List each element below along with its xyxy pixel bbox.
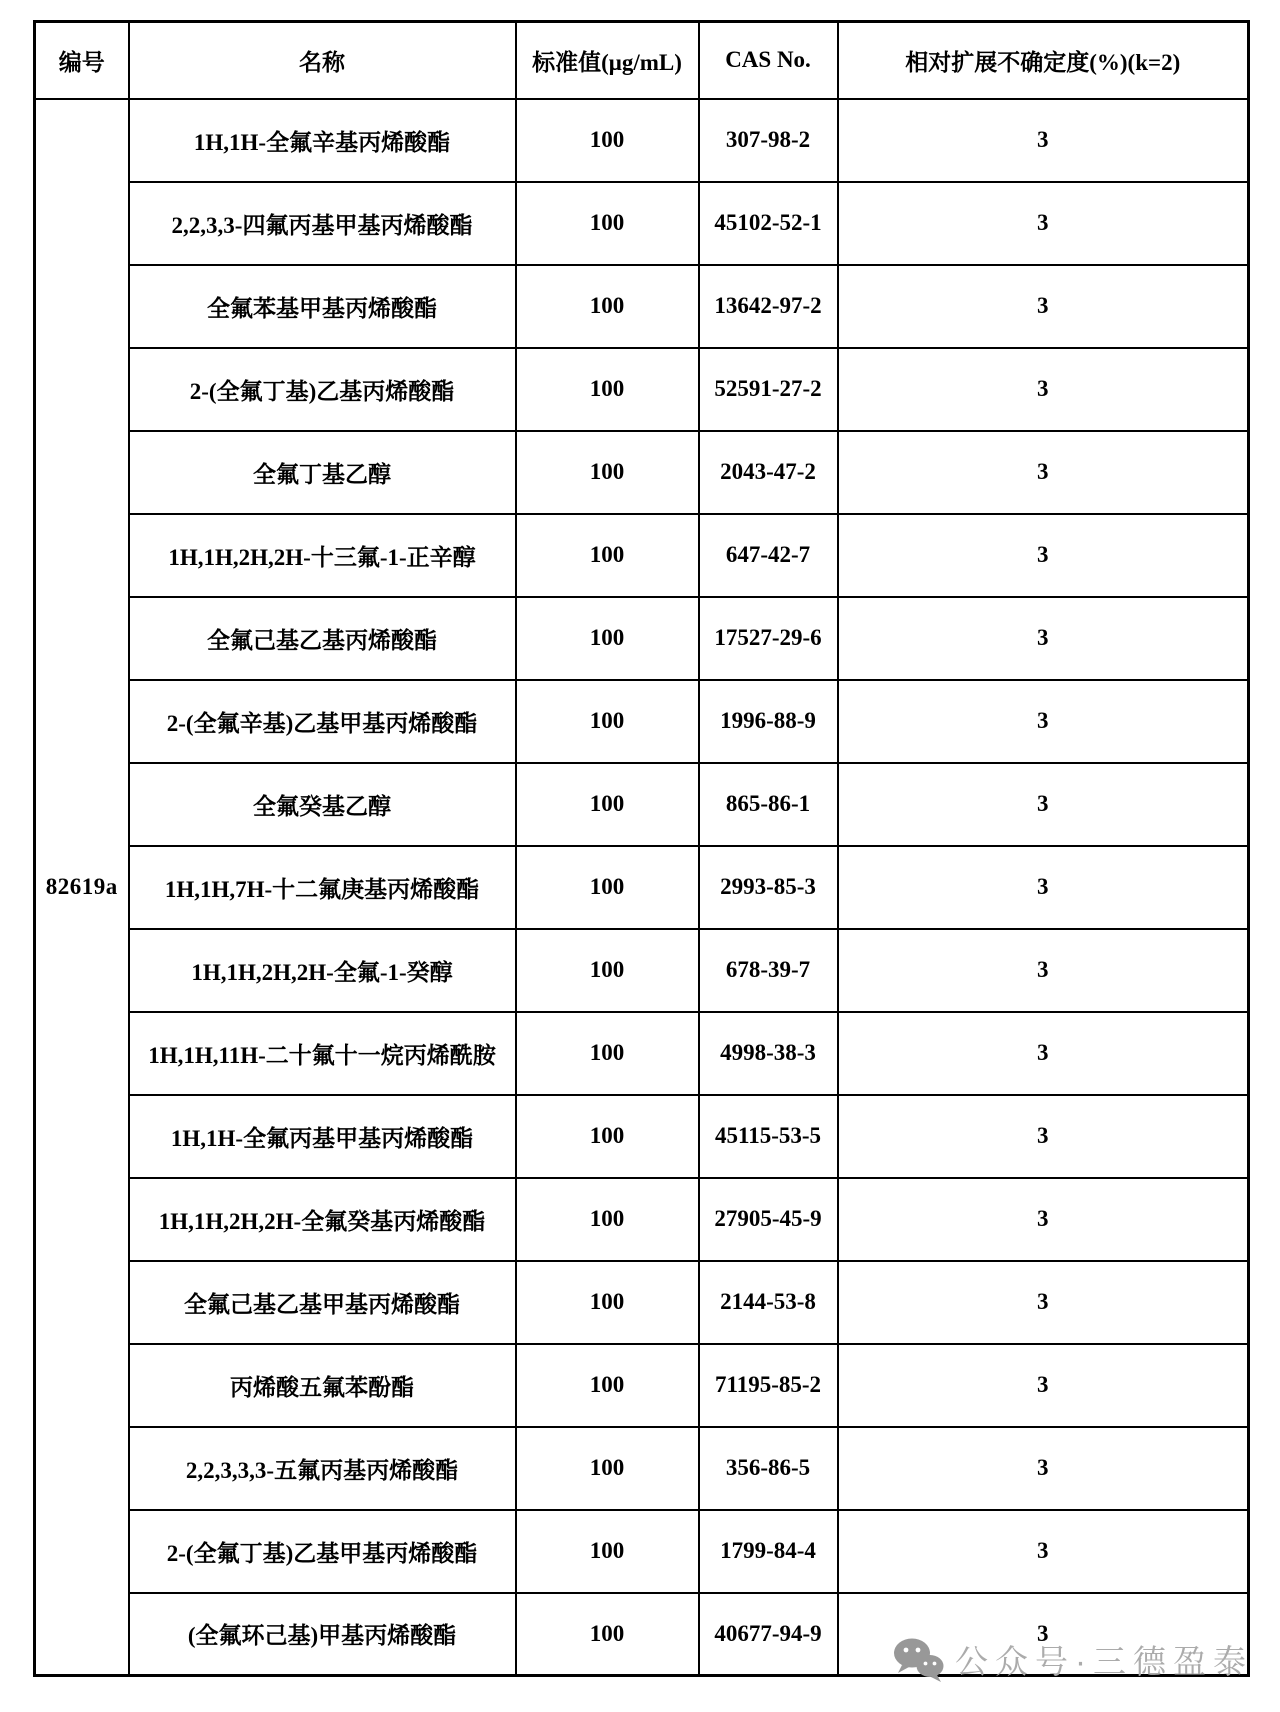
standard-value: 100	[516, 1178, 699, 1261]
compound-name: 丙烯酸五氟苯酚酯	[129, 1344, 516, 1427]
compound-name: 1H,1H,11H-二十氟十一烷丙烯酰胺	[129, 1012, 516, 1095]
standard-value: 100	[516, 763, 699, 846]
cas-number: 356-86-5	[699, 1427, 838, 1510]
compound-name: 全氟癸基乙醇	[129, 763, 516, 846]
uncertainty-value: 3	[838, 431, 1249, 514]
cas-number: 27905-45-9	[699, 1178, 838, 1261]
cas-number: 865-86-1	[699, 763, 838, 846]
cas-number: 2144-53-8	[699, 1261, 838, 1344]
compound-name: (全氟环己基)甲基丙烯酸酯	[129, 1593, 516, 1676]
standard-value: 100	[516, 348, 699, 431]
table-row	[35, 1095, 1249, 1178]
table-row	[35, 1178, 1249, 1261]
table-row	[35, 1510, 1249, 1593]
standard-value: 100	[516, 265, 699, 348]
standard-value: 100	[516, 514, 699, 597]
uncertainty-value: 3	[838, 597, 1249, 680]
compound-name: 2-(全氟辛基)乙基甲基丙烯酸酯	[129, 680, 516, 763]
table-row	[35, 1344, 1249, 1427]
uncertainty-value: 3	[838, 1427, 1249, 1510]
standards-table	[33, 20, 1250, 1677]
table-row	[35, 265, 1249, 348]
table-row	[35, 680, 1249, 763]
standard-value: 100	[516, 846, 699, 929]
compound-name: 1H,1H-全氟辛基丙烯酸酯	[129, 99, 516, 182]
uncertainty-value: 3	[838, 1344, 1249, 1427]
standard-value: 100	[516, 1510, 699, 1593]
compound-name: 1H,1H,2H,2H-全氟癸基丙烯酸酯	[129, 1178, 516, 1261]
cas-number: 307-98-2	[699, 99, 838, 182]
table-row	[35, 348, 1249, 431]
standard-value: 100	[516, 431, 699, 514]
standard-value: 100	[516, 1261, 699, 1344]
uncertainty-value: 3	[838, 1510, 1249, 1593]
cas-number: 2993-85-3	[699, 846, 838, 929]
col-header-cas: CAS No.	[699, 22, 838, 99]
table-row	[35, 1427, 1249, 1510]
uncertainty-value: 3	[838, 846, 1249, 929]
cas-number: 17527-29-6	[699, 597, 838, 680]
table-row	[35, 431, 1249, 514]
table-row	[35, 514, 1249, 597]
uncertainty-value: 3	[838, 763, 1249, 846]
table-row	[35, 1261, 1249, 1344]
compound-name: 2-(全氟丁基)乙基甲基丙烯酸酯	[129, 1510, 516, 1593]
compound-name: 2-(全氟丁基)乙基丙烯酸酯	[129, 348, 516, 431]
standard-value: 100	[516, 1593, 699, 1676]
standard-value: 100	[516, 182, 699, 265]
compound-name: 1H,1H,2H,2H-全氟-1-癸醇	[129, 929, 516, 1012]
compound-name: 全氟己基乙基甲基丙烯酸酯	[129, 1261, 516, 1344]
compound-name: 2,2,3,3,3-五氟丙基丙烯酸酯	[129, 1427, 516, 1510]
compound-name: 1H,1H,2H,2H-十三氟-1-正辛醇	[129, 514, 516, 597]
cas-number: 4998-38-3	[699, 1012, 838, 1095]
table-header	[35, 22, 1249, 99]
col-header-value: 标准值(μg/mL)	[516, 22, 699, 99]
compound-name: 全氟己基乙基丙烯酸酯	[129, 597, 516, 680]
compound-name: 全氟苯基甲基丙烯酸酯	[129, 265, 516, 348]
col-header-uncertainty: 相对扩展不确定度(%)(k=2)	[838, 22, 1249, 99]
uncertainty-value: 3	[838, 514, 1249, 597]
table-row	[35, 182, 1249, 265]
uncertainty-value: 3	[838, 929, 1249, 1012]
uncertainty-value: 3	[838, 1178, 1249, 1261]
standard-value: 100	[516, 680, 699, 763]
table-row	[35, 99, 1249, 182]
table-row	[35, 1593, 1249, 1676]
uncertainty-value: 3	[838, 1593, 1249, 1676]
sample-id: 82619a	[35, 99, 129, 1676]
compound-name: 全氟丁基乙醇	[129, 431, 516, 514]
uncertainty-value: 3	[838, 348, 1249, 431]
standard-value: 100	[516, 597, 699, 680]
watermark-text: 公众号·三德盈泰	[955, 1643, 1253, 1680]
cas-number: 647-42-7	[699, 514, 838, 597]
compound-name: 1H,1H,7H-十二氟庚基丙烯酸酯	[129, 846, 516, 929]
standard-value: 100	[516, 1012, 699, 1095]
compound-name: 1H,1H-全氟丙基甲基丙烯酸酯	[129, 1095, 516, 1178]
cas-number: 45102-52-1	[699, 182, 838, 265]
cas-number: 2043-47-2	[699, 431, 838, 514]
cas-number: 678-39-7	[699, 929, 838, 1012]
cas-number: 52591-27-2	[699, 348, 838, 431]
table-row	[35, 846, 1249, 929]
standard-value: 100	[516, 1095, 699, 1178]
header-row	[35, 22, 1249, 99]
standard-value: 100	[516, 929, 699, 1012]
uncertainty-value: 3	[838, 182, 1249, 265]
standard-value: 100	[516, 99, 699, 182]
standard-value: 100	[516, 1344, 699, 1427]
table-row	[35, 1012, 1249, 1095]
uncertainty-value: 3	[838, 680, 1249, 763]
cas-number: 1799-84-4	[699, 1510, 838, 1593]
table-row	[35, 763, 1249, 846]
cas-number: 40677-94-9	[699, 1593, 838, 1676]
uncertainty-value: 3	[838, 99, 1249, 182]
uncertainty-value: 3	[838, 1261, 1249, 1344]
table-body	[35, 99, 1249, 1676]
compound-name: 2,2,3,3-四氟丙基甲基丙烯酸酯	[129, 182, 516, 265]
col-header-name: 名称	[129, 22, 516, 99]
uncertainty-value: 3	[838, 1012, 1249, 1095]
table-row	[35, 929, 1249, 1012]
standard-value: 100	[516, 1427, 699, 1510]
cas-number: 1996-88-9	[699, 680, 838, 763]
col-header-id: 编号	[35, 22, 129, 99]
table-row	[35, 597, 1249, 680]
cas-number: 71195-85-2	[699, 1344, 838, 1427]
cas-number: 13642-97-2	[699, 265, 838, 348]
uncertainty-value: 3	[838, 1095, 1249, 1178]
cas-number: 45115-53-5	[699, 1095, 838, 1178]
uncertainty-value: 3	[838, 265, 1249, 348]
